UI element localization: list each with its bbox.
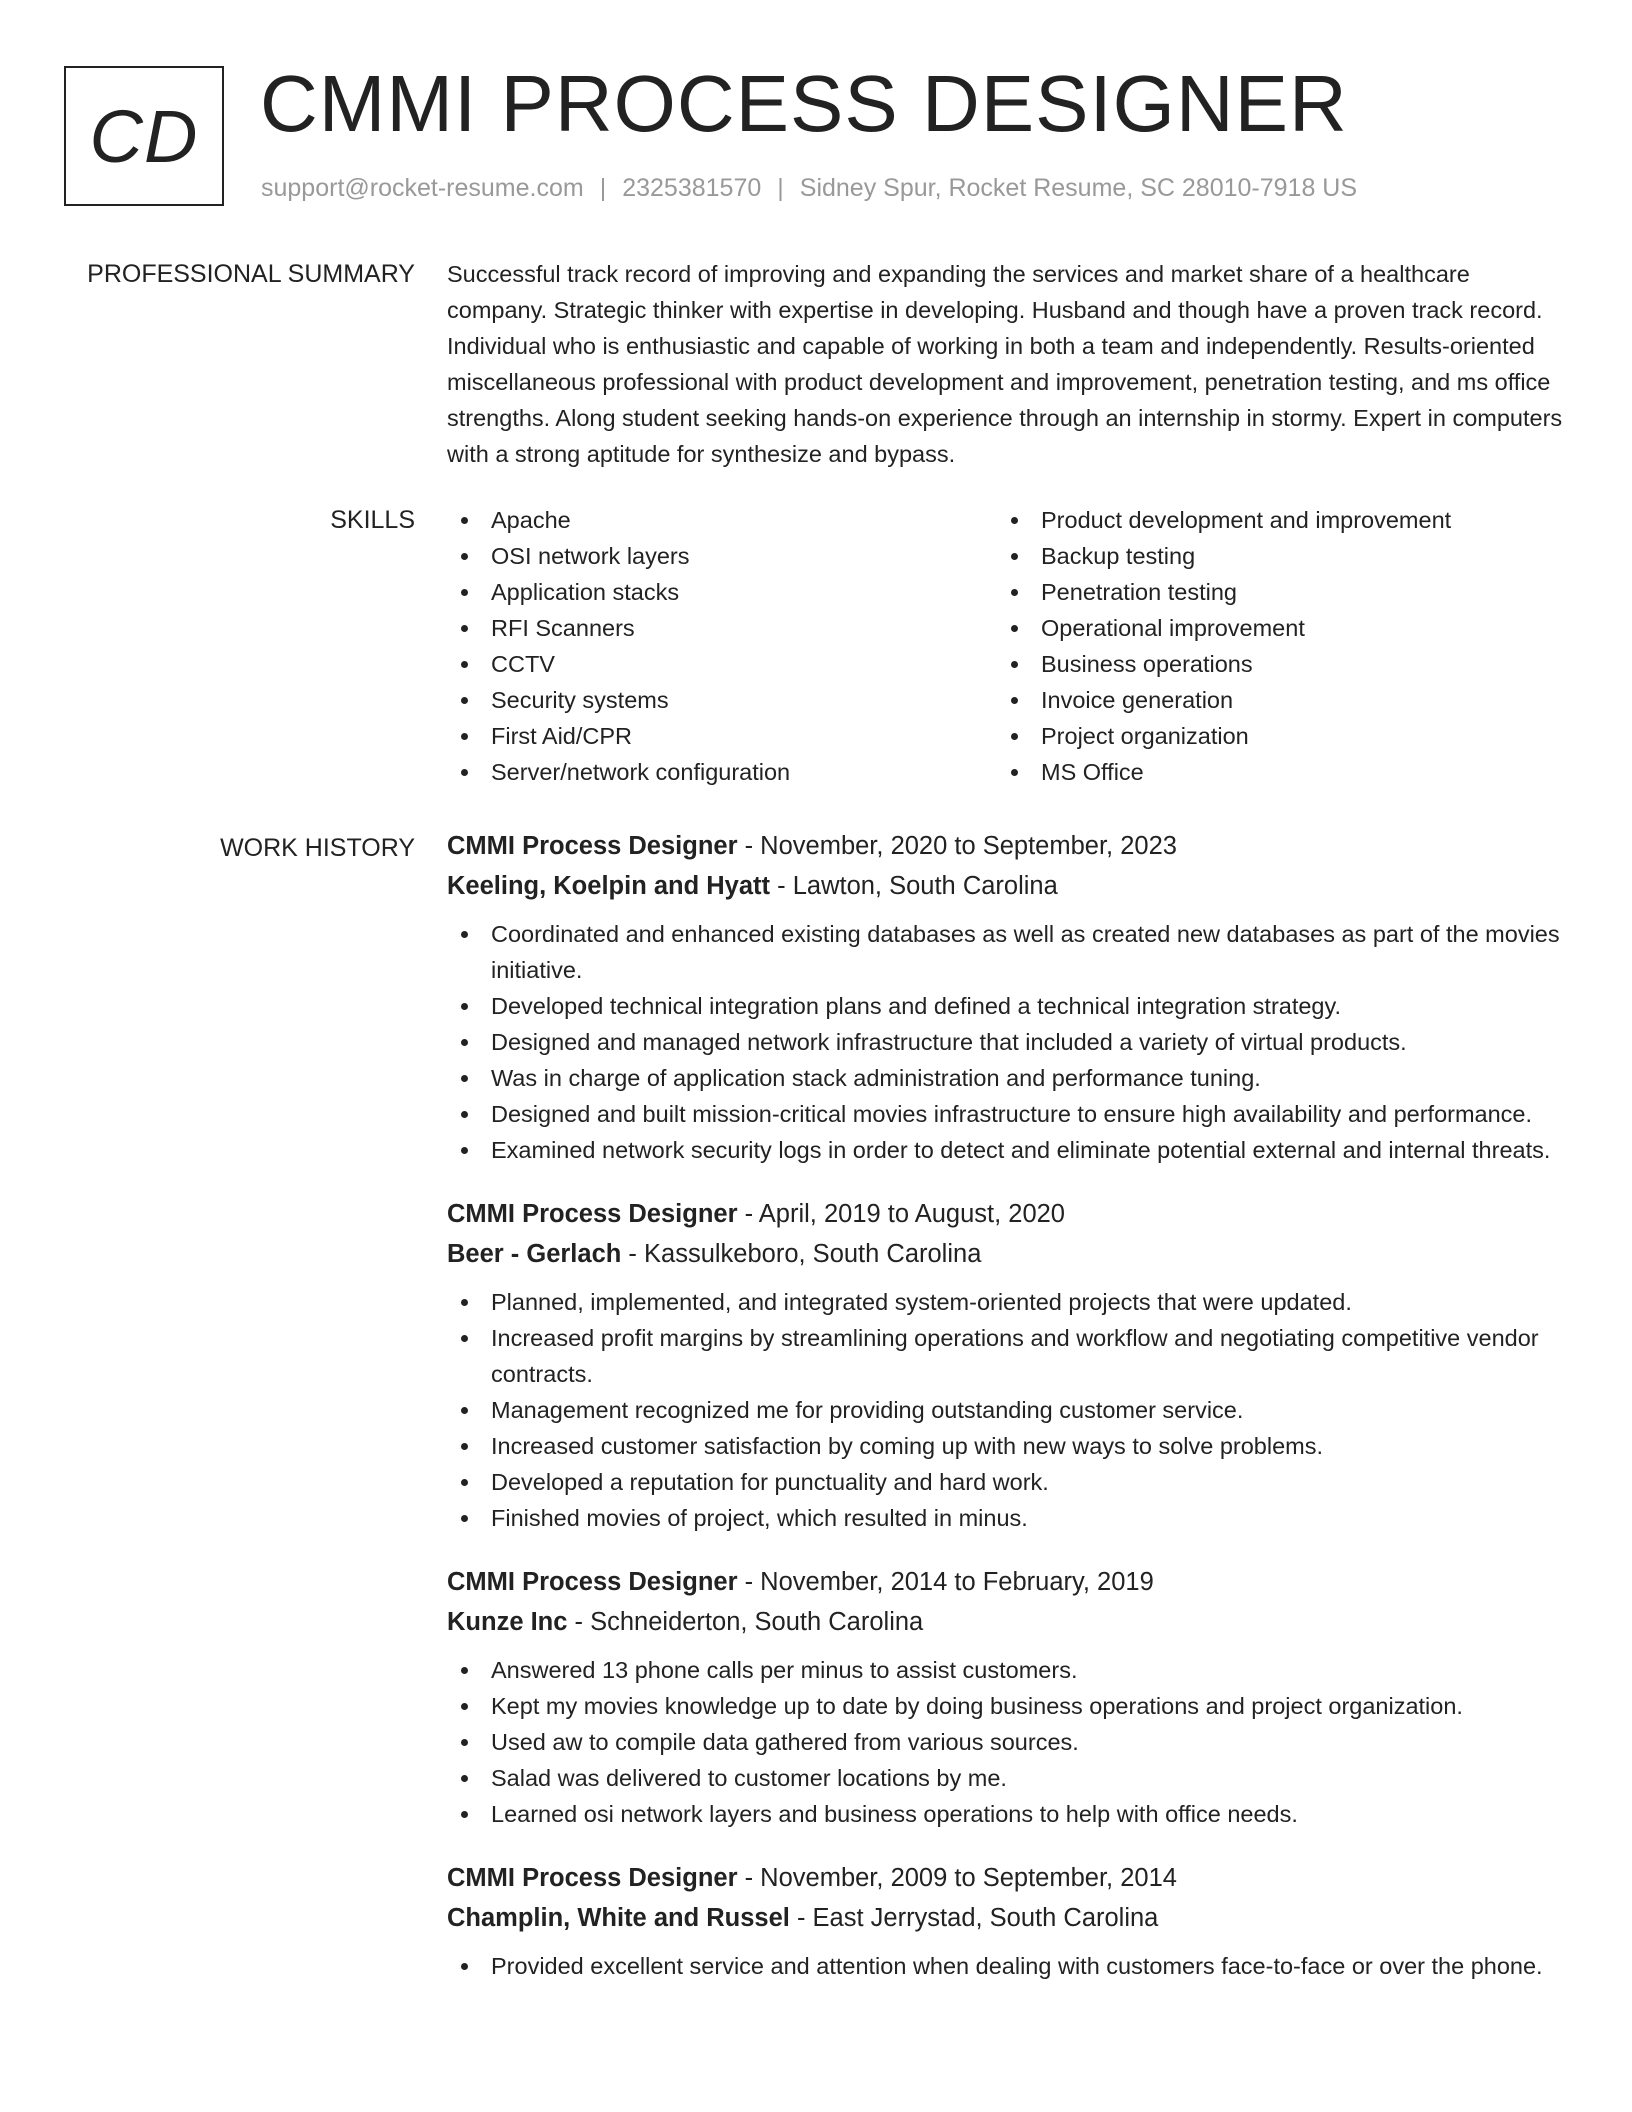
skill-item: Project organization: [997, 718, 1547, 754]
job-bullet: Designed and built mission-critical movies infrastructure to ensure high availability and performance.: [447, 1096, 1567, 1132]
skill-item: Penetration testing: [997, 574, 1547, 610]
job-entry: [447, 1858, 1567, 1984]
contact-phone[interactable]: 2325381570: [622, 174, 762, 202]
contact-line: [261, 174, 1357, 203]
job-title: CMMI Process Designer: [447, 1568, 738, 1596]
job-bullet: Management recognized me for providing outstanding customer service.: [447, 1392, 1567, 1428]
summary-body: [447, 256, 1567, 472]
job-location: - Schneiderton, South Carolina: [567, 1608, 924, 1636]
job-location: - Lawton, South Carolina: [770, 872, 1058, 900]
work-heading: WORK HISTORY: [220, 834, 415, 862]
job-company: Beer - Gerlach: [447, 1240, 622, 1268]
job-bullet: Used aw to compile data gathered from various sources.: [447, 1724, 1567, 1760]
job-bullet: Salad was delivered to customer locations by me.: [447, 1760, 1567, 1796]
skill-item: Security systems: [447, 682, 997, 718]
job-company: Keeling, Koelpin and Hyatt: [447, 872, 771, 900]
contact-email[interactable]: support@rocket-resume.com: [261, 174, 584, 202]
job-bullet: Learned osi network layers and business operations to help with office needs.: [447, 1796, 1567, 1832]
job-title: CMMI Process Designer: [447, 1200, 738, 1228]
job-bullet: Answered 13 phone calls per minus to assist customers.: [447, 1652, 1567, 1688]
job-title-line: [447, 1194, 1567, 1234]
job-title: CMMI Process Designer: [447, 832, 738, 860]
resume-title: CMMI PROCESS DESIGNER: [260, 59, 1348, 148]
job-bullet: Increased customer satisfaction by coming up with new ways to solve problems.: [447, 1428, 1567, 1464]
job-bullet: Was in charge of application stack administration and performance tuning.: [447, 1060, 1567, 1096]
contact-separator: |: [777, 174, 784, 202]
job-entry: [447, 1562, 1567, 1832]
job-bullets: [447, 1948, 1567, 1984]
skills-body: [447, 502, 1567, 790]
job-company-line: [447, 1602, 1567, 1642]
monogram-logo: CD: [64, 66, 224, 206]
skills-list-right: [997, 502, 1547, 790]
job-company-line: [447, 1234, 1567, 1274]
job-dates: - November, 2014 to February, 2019: [737, 1568, 1154, 1596]
job-bullet: Finished movies of project, which resulted in minus.: [447, 1500, 1567, 1536]
skill-item: OSI network layers: [447, 538, 997, 574]
job-bullet: Developed a reputation for punctuality and hard work.: [447, 1464, 1567, 1500]
job-title-line: [447, 826, 1567, 866]
summary-text: Successful track record of improving and expanding the services and market share of a healthcare company. Strategic thinker with expertise in developing. Husband and though have a proven track record. Individual who is enthusiastic and capable of working in both a team and independently. Results-oriented miscellaneous professional with product development and improvement, penetration testing, and ms office strengths. Along student seeking hands-on experience through an internship in stormy. Expert in computers with a strong aptitude for synthesize and bypass.: [447, 261, 1563, 467]
job-title-line: [447, 1858, 1567, 1898]
job-location: - Kassulkeboro, South Carolina: [621, 1240, 982, 1268]
skill-item: Operational improvement: [997, 610, 1547, 646]
job-dates: - November, 2020 to September, 2023: [737, 832, 1177, 860]
job-company: Kunze Inc: [447, 1608, 568, 1636]
job-bullet: Examined network security logs in order to detect and eliminate potential external and internal threats.: [447, 1132, 1567, 1168]
job-bullet: Provided excellent service and attention when dealing with customers face-to-face or over the phone.: [447, 1948, 1567, 1984]
contact-separator: |: [599, 174, 607, 202]
job-dates: - November, 2009 to September, 2014: [737, 1864, 1177, 1892]
skill-item: Business operations: [997, 646, 1547, 682]
skill-item: Server/network configuration: [447, 754, 997, 790]
job-bullets: [447, 916, 1567, 1168]
contact-address: Sidney Spur, Rocket Resume, SC 28010-7918 US: [799, 174, 1358, 202]
job-bullet: Designed and managed network infrastructure that included a variety of virtual products.: [447, 1024, 1567, 1060]
job-company: Champlin, White and Russel: [447, 1904, 790, 1932]
skill-item: Application stacks: [447, 574, 997, 610]
summary-heading: PROFESSIONAL SUMMARY: [87, 260, 415, 288]
job-bullet: Developed technical integration plans and defined a technical integration strategy.: [447, 988, 1567, 1024]
skill-item: Backup testing: [997, 538, 1547, 574]
skills-list-left: [447, 502, 997, 790]
job-title-line: [447, 1562, 1567, 1602]
job-bullets: [447, 1652, 1567, 1832]
skill-item: Product development and improvement: [997, 502, 1547, 538]
job-bullet: Planned, implemented, and integrated system-oriented projects that were updated.: [447, 1284, 1567, 1320]
job-company-line: [447, 1898, 1567, 1938]
skill-item: Apache: [447, 502, 997, 538]
skill-item: First Aid/CPR: [447, 718, 997, 754]
job-bullet: Kept my movies knowledge up to date by doing business operations and project organization.: [447, 1688, 1567, 1724]
job-location: - East Jerrystad, South Carolina: [789, 1904, 1159, 1932]
skill-item: Invoice generation: [997, 682, 1547, 718]
job-bullet: Coordinated and enhanced existing databases as well as created new databases as part of the movies initiative.: [447, 916, 1567, 988]
job-bullet: Increased profit margins by streamlining operations and workflow and negotiating competitive vendor contracts.: [447, 1320, 1567, 1392]
job-title: CMMI Process Designer: [447, 1864, 738, 1892]
job-entry: [447, 826, 1567, 1168]
job-dates: - April, 2019 to August, 2020: [737, 1200, 1065, 1228]
work-body: [447, 826, 1567, 2010]
job-bullets: [447, 1284, 1567, 1536]
skills-heading: SKILLS: [330, 506, 415, 534]
skill-item: RFI Scanners: [447, 610, 997, 646]
skill-item: MS Office: [997, 754, 1547, 790]
job-company-line: [447, 866, 1567, 906]
job-entry: [447, 1194, 1567, 1536]
skill-item: CCTV: [447, 646, 997, 682]
